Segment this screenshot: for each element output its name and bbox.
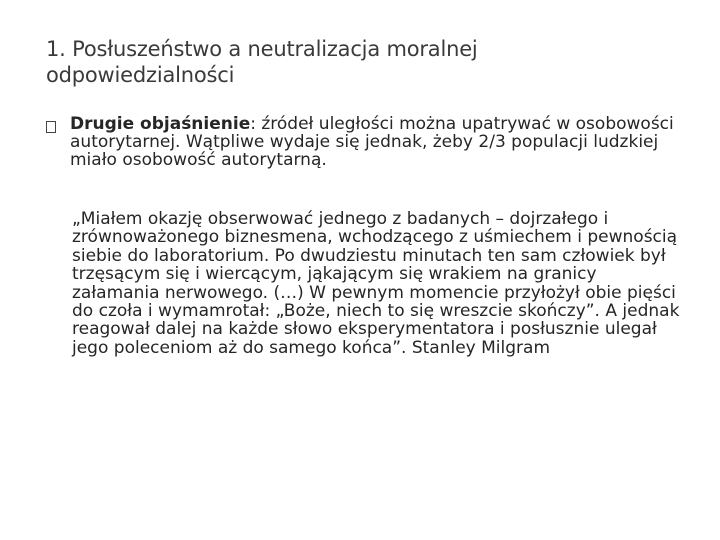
bullet-row — [46, 115, 686, 169]
bullet-body: : źródeł uległości można upatrywać w osobowości autorytarnej. Wątpliwe wydaje się jednak, żeby 2/3 populacji ludzkiej miało osobowość autorytarną. — [70, 114, 674, 170]
slide-title: 1. Posłuszeństwo a neutralizacja moralnej odpowiedzialności — [46, 37, 478, 87]
square-bullet-icon — [46, 121, 56, 133]
milgram-quote: „Miałem okazję obserwować jednego z badanych – dojrzałego i zrównoważonego biznesmena, wchodzącego z uśmiechem i pewnością siebie do laboratorium. Po dwudziestu minutach ten sam człowiek był trzęsącym się i wiercącym, jąkającym się wrakiem na granicy załamania nerwowego. (…) W pewnym momencie przyłożył obie pięści do czoła i wymamrotał: „Boże, niech to się wreszcie skończy”. A jednak reagował dalej na każde słowo eksperymentatora i posłusznie ulegał jego poleceniom aż do samego końca”. Stanley Milgram — [72, 209, 680, 358]
bullet-text — [70, 115, 680, 169]
bullet-lead: Drugie objaśnienie — [70, 114, 251, 134]
bullet-item — [46, 115, 686, 169]
